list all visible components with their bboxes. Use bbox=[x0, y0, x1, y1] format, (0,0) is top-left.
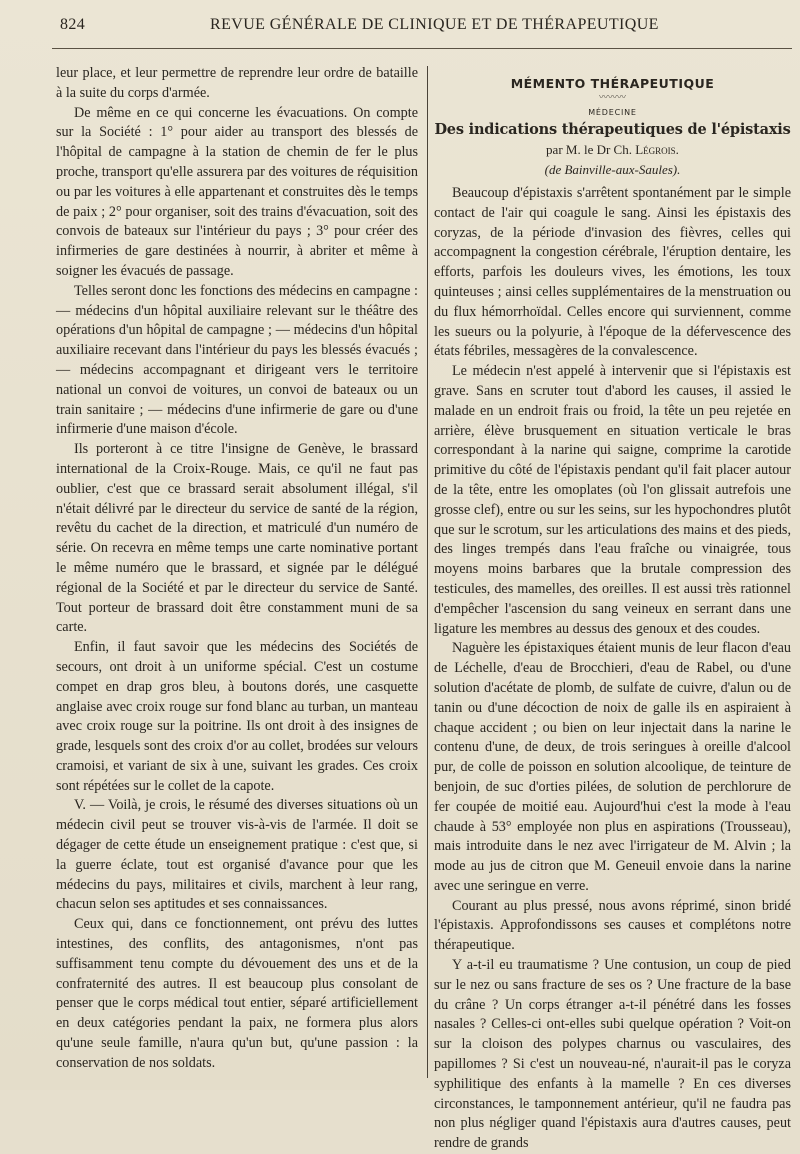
paragraph: V. — Voilà, je crois, le résumé des diverses situations où un médecin civil peut se trouver vis-à-vis de l'armée. Il doit se dégager de cette étude un enseignement pratique : c'est que, si la guerre éclate, tout est organisé d'avance pour que les médecins du pays, militaires et civils, marchent à leur rang, chacun selon ses aptitudes et ses connaissances. bbox=[56, 797, 418, 913]
left-column bbox=[56, 64, 418, 1074]
journal-title: REVUE GÉNÉRALE DE CLINIQUE ET DE THÉRAPEUTIQUE bbox=[210, 16, 659, 33]
paragraph: Naguère les épistaxiques étaient munis de leur flacon d'eau de Léchelle, d'eau de Brocchieri, d'eau de Rabel, ou d'une solution d'acétate de plomb, de sulfate de cuivre, d'alun ou de tanin ou d'une décoction de noix de galle ils en aspiraient à chaque accident ; ou bien on leur injectait dans la narine le contenu d'une, de deux, de trois seringues à oreille d'alcool pur, de colle de poisson en solution alcoolique, de teinture de benjoin, de suc d'orties pilées, de solution de perchlorure de fer coupée de moitié eau. Aujourd'hui c'est la mode à l'eau chaude à 53° employée non plus en aspirations (Trousseau), mais introduite dans le nez avec l'irrigateur de M. Alvin ; la mode au jus de citron que M. Geneuil envoie dans la narine avec une seringue en verre. bbox=[434, 640, 791, 894]
author-location: (de Bainville-aux-Saules). bbox=[544, 162, 681, 177]
paragraph: De même en ce qui concerne les évacuations. On compte sur la Société : 1° pour aider au transport des blessés de l'hôpital de campagne à la station de chemin de fer le plus proche, transport qu'elle assurera par des voitures de réquisition ou par les voitures à elle appartenant et construites dès le temps de paix ; 2° pour organiser, soit des trains d'évacuation, soit des convois de bateaux sur l'intérieur du pays ; 3° pour créer des infirmeries de gare destinées à nourrir, à abriter et même à soigner les évacués de passage. bbox=[56, 104, 418, 279]
paragraph: leur place, et leur permettre de reprendre leur ordre de bataille à la suite du corps d'armée. bbox=[56, 65, 418, 101]
page-number: 824 bbox=[60, 16, 86, 33]
paragraph: Ceux qui, dans ce fonctionnement, ont prévu des luttes intestines, des conflits, des antagonismes, n'ont pas suffisamment tenu compte du dévouement des uns et de la confraternité des autres. Il est beaucoup plus consolant de penser que le corps médical tout entier, séparé artificiellement en deux catégories pendant la paix, ne formera plus alors qu'une seule famille, n'aura qu'un but, qu'une passion : la conservation de nos soldats. bbox=[56, 916, 418, 1071]
paragraph: Courant au plus pressé, nous avons réprimé, sinon bridé l'épistaxis. Approfondissons ses causes et complétons notre thérapeutique. bbox=[434, 897, 791, 954]
byline-prefix: par M. le Dr Ch. bbox=[546, 142, 632, 157]
paragraph: Telles seront donc les fonctions des médecins en campagne : — médecins d'un hôpital auxiliaire relevant sur le théâtre des opérations d'un hôpital de campagne ; — médecins d'un hôpital auxiliaire recevant dans l'intérieur du pays les blessés évacués ; — médecins accompagnant et dirigeant vers le territoire national un convoi de voitures, un convoi de bateaux ou un train sanitaire ; — médecins d'une infirmerie de gare ou d'une infirmerie d'une maison d'école. bbox=[56, 282, 418, 438]
column-divider bbox=[427, 66, 428, 1078]
paragraph: Y a-t-il eu traumatisme ? Une contusion, un coup de pied sur le nez ou sans fracture de ses os ? Une fracture de la base du crâne ? Un corps étranger a-t-il pénétré dans les fosses nasales ? Celles-ci ont-elles subi quelque opération ? Voit-on sur la cloison des polypes charnus ou vasculaires, des papillomes ? Si c'est un nouveau-né, n'aurait-il pas le coryza syphilitique des enfants à la mamelle ? En ces diverses circonstances, le tamponnement antérieur, qu'il ne faudra pas non plus négliger quand l'épistaxis aura d'autres causes, peut rendre de grands bbox=[434, 957, 791, 1152]
subsection-label: MÉDECINE bbox=[588, 108, 637, 117]
section-title: MÉMENTO THÉRAPEUTIQUE bbox=[510, 76, 715, 91]
header-rule bbox=[52, 48, 792, 49]
paragraph: Le médecin n'est appelé à intervenir que si l'épistaxis est grave. Sans en scruter tout d'abord les causes, il assied le malade en un endroit frais ou froid, la tête un peu rejetée en arrière, élève brusquement en situation verticale le bras correspondant à la narine qui saigne, comprime la carotide primitive du côté de l'épistaxis pendant qu'il fait placer autour de la tête, entre les omoplates (où l'on glissait autrefois une grosse clef), entre ou sur les seins, sur les hypochondres plutôt que sur le scrotum, sur les articulations des mains et des pieds, des linges trempés dans l'eau fraîche ou vinaigrée, tous moyens moins barbares que la brutale compression des testicules, des mamelles, des oreilles. Il est aussi très rationnel d'empêcher l'ascension du sang veineux en serrant dans une ligature les membres au dessus des genoux et des coudes. bbox=[434, 363, 791, 637]
running-head bbox=[60, 14, 790, 38]
right-column bbox=[434, 72, 791, 1154]
ornament-divider: 〰〰〰 bbox=[598, 92, 626, 102]
paragraph: Enfin, il faut savoir que les médecins des Sociétés de secours, ont droit à un uniforme spécial. C'est un costume compet en drap gros bleu, à boutons dorés, une casquette anglaise avec croix rouge sur fond blanc au turban, un manteau avec croix rouge sur la poitrine. Ils ont droit à des insignes de grade, lesquels sont des croix d'or au collet, brodées sur velours cramoisi, et variant de six à une, suivant les grades. Ces croix sont répétées sur le collet de la capote. bbox=[56, 639, 418, 794]
paragraph: Beaucoup d'épistaxis s'arrêtent spontanément par le simple contact de l'air qui coagule le sang. Ainsi les épistaxis des coryzas, de la période d'invasion des fièvres, celles qui accompagnent la congestion cérébrale, l'éruption dentaire, les efforts, parfois les douleurs vives, les émotions, les toux quinteuses ; ainsi celles supplémentaires de la menstruation ou du flux hémorrhoïdal. Celles encore qui surviennent, comme les sueurs ou la polyurie, à l'époque de la défervescence des états fébriles, messagères de la convalescence. bbox=[434, 185, 791, 360]
byline-author: Légrois. bbox=[635, 142, 679, 157]
byline bbox=[434, 140, 791, 160]
paragraph: Ils porteront à ce titre l'insigne de Genève, le brassard international de la Croix-Rouge. Mais, ce qu'il ne faut pas oublier, c'est que ce brassard serait absolument illégal, s'il n'était délivré par le directeur du service de santé de la région, revêtu du cachet de la direction, et matriculé d'un numéro de série. On recevra en même temps une carte nominative portant le même numéro que le brassard, et signée par le délégué régional de la Société et par le directeur du service de Santé. Tout porteur de brassard doit être constamment muni de sa carte. bbox=[56, 441, 418, 636]
article-title: Des indications thérapeutiques de l'épistaxis bbox=[434, 121, 791, 138]
